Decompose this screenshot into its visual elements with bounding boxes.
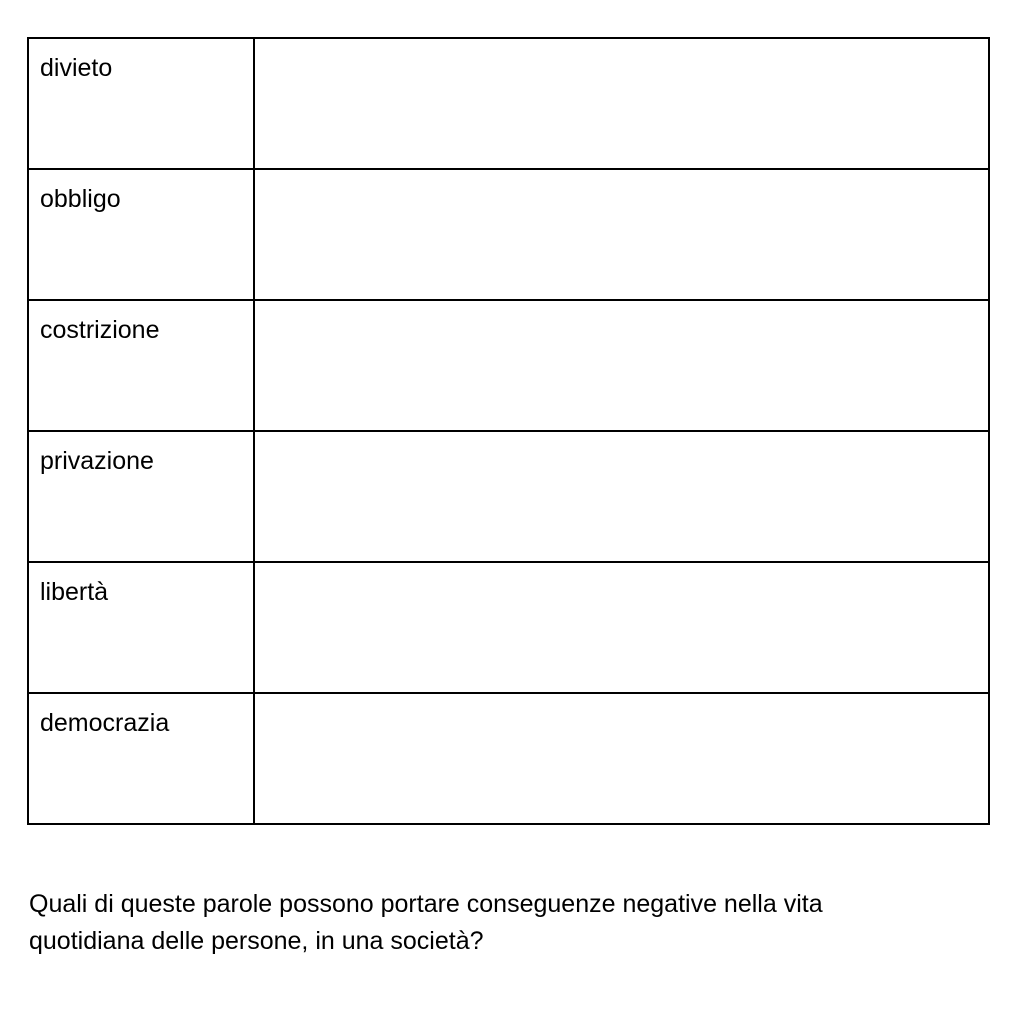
term-label-costrizione: costrizione	[40, 316, 160, 344]
question-line-1: Quali di queste parole possono portare conseguenze negative nella vita	[29, 890, 823, 918]
term-cell	[28, 693, 254, 824]
term-cell	[28, 431, 254, 562]
answer-cell-democrazia[interactable]	[254, 693, 989, 824]
answer-cell-liberta[interactable]	[254, 562, 989, 693]
answer-cell-obbligo[interactable]	[254, 169, 989, 300]
term-cell	[28, 300, 254, 431]
term-label-liberta: libertà	[40, 578, 109, 606]
question-line-2: quotidiana delle persone, in una società?	[29, 927, 484, 955]
term-label-democrazia: democrazia	[40, 709, 170, 737]
table-row	[28, 693, 989, 824]
table-row	[28, 38, 989, 169]
answer-cell-costrizione[interactable]	[254, 300, 989, 431]
table-row	[28, 431, 989, 562]
question-text	[29, 886, 989, 960]
answer-cell-privazione[interactable]	[254, 431, 989, 562]
table-row	[28, 562, 989, 693]
answer-cell-divieto[interactable]	[254, 38, 989, 169]
table-row	[28, 300, 989, 431]
table-row	[28, 169, 989, 300]
term-cell	[28, 169, 254, 300]
term-label-privazione: privazione	[40, 447, 154, 475]
term-cell	[28, 562, 254, 693]
term-cell	[28, 38, 254, 169]
term-label-divieto: divieto	[40, 54, 113, 82]
vocabulary-table	[27, 37, 990, 825]
term-label-obbligo: obbligo	[40, 185, 121, 213]
